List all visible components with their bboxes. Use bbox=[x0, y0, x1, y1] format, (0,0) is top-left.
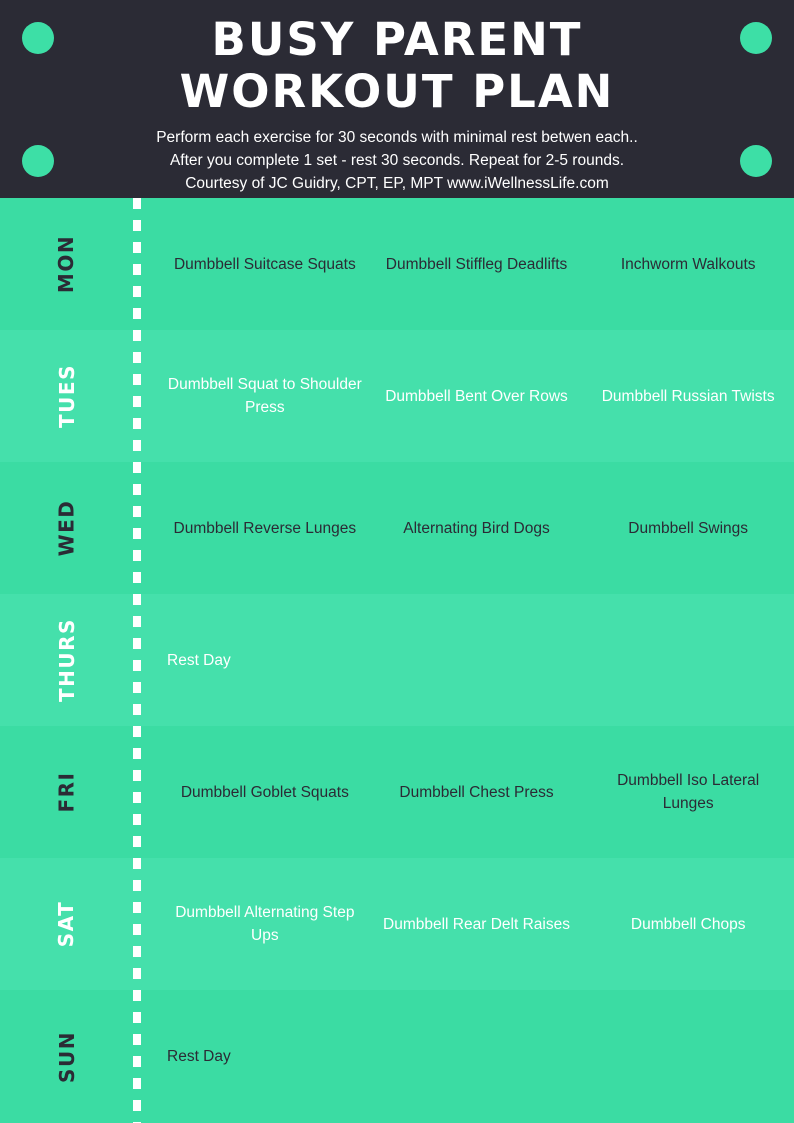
exercise-list-fri bbox=[133, 726, 794, 858]
exercise-item: Inchworm Walkouts bbox=[620, 255, 756, 273]
exercise-item: Alternating Bird Dogs bbox=[403, 519, 550, 537]
day-label-text: TUES bbox=[54, 364, 79, 428]
exercise-item: Dumbbell Iso Lateral Lunges bbox=[617, 772, 760, 812]
day-label-fri bbox=[0, 726, 133, 858]
day-label-tues bbox=[0, 330, 133, 462]
decorative-dot-bottom-right bbox=[740, 145, 772, 177]
schedule-row-tues bbox=[0, 330, 794, 462]
day-label-text: MON bbox=[54, 234, 79, 294]
exercise-list-sat bbox=[133, 858, 794, 990]
weekly-schedule bbox=[0, 198, 794, 1123]
schedule-row-thurs bbox=[0, 594, 794, 726]
exercise-item: Dumbbell Alternating Step Ups bbox=[175, 904, 355, 944]
day-label-text: SUN bbox=[54, 1030, 79, 1083]
exercise-item: Dumbbell Russian Twists bbox=[601, 387, 775, 405]
day-label-text: WED bbox=[54, 499, 79, 557]
page-title bbox=[0, 8, 794, 118]
day-label-wed bbox=[0, 462, 133, 594]
day-label-text: THURS bbox=[54, 618, 79, 702]
exercise-item: Dumbbell Bent Over Rows bbox=[385, 387, 568, 405]
instructions bbox=[0, 118, 794, 195]
page-title-line-1: BUSY PARENT bbox=[211, 13, 583, 66]
schedule-row-sat bbox=[0, 858, 794, 990]
day-label-thurs bbox=[0, 594, 133, 726]
decorative-dot-top-left bbox=[22, 22, 54, 54]
exercise-list-sun bbox=[133, 990, 794, 1123]
exercise-item: Dumbbell Suitcase Squats bbox=[173, 255, 356, 273]
schedule-row-fri bbox=[0, 726, 794, 858]
exercise-list-mon bbox=[133, 198, 794, 330]
exercise-list-wed bbox=[133, 462, 794, 594]
rest-day-label: Rest Day bbox=[167, 651, 231, 669]
decorative-dot-top-right bbox=[740, 22, 772, 54]
dashed-divider bbox=[133, 198, 141, 1123]
exercise-item: Dumbbell Chops bbox=[630, 915, 746, 933]
schedule-row-wed bbox=[0, 462, 794, 594]
exercise-item: Dumbbell Chest Press bbox=[399, 783, 554, 801]
instructions-credit: Courtesy of JC Guidry, CPT, EP, MPT www.iWellnessLife.com bbox=[185, 175, 609, 192]
exercise-item: Dumbbell Swings bbox=[628, 519, 749, 537]
schedule-row-mon bbox=[0, 198, 794, 330]
day-label-text: FRI bbox=[54, 771, 79, 813]
instructions-line-2: After you complete 1 set - rest 30 seconds. Repeat for 2-5 rounds. bbox=[169, 152, 625, 169]
instructions-line-1: Perform each exercise for 30 seconds with minimal rest betwen each.. bbox=[156, 129, 638, 146]
exercise-item: Dumbbell Rear Delt Raises bbox=[383, 915, 570, 933]
day-label-text: SAT bbox=[54, 900, 79, 948]
day-label-mon bbox=[0, 198, 133, 330]
exercise-list-thurs bbox=[133, 594, 794, 726]
exercise-item: Dumbbell Reverse Lunges bbox=[173, 519, 357, 537]
exercise-item: Dumbbell Goblet Squats bbox=[180, 783, 349, 801]
schedule-row-sun bbox=[0, 990, 794, 1123]
poster-header bbox=[0, 0, 794, 198]
day-label-sun bbox=[0, 990, 133, 1123]
page-title-line-2: WORKOUT PLAN bbox=[179, 65, 615, 118]
exercise-list-tues bbox=[133, 330, 794, 462]
decorative-dot-bottom-left bbox=[22, 145, 54, 177]
exercise-item: Dumbbell Stiffleg Deadlifts bbox=[385, 255, 568, 273]
exercise-item: Dumbbell Squat to Shoulder Press bbox=[167, 376, 362, 416]
day-label-sat bbox=[0, 858, 133, 990]
rest-day-label: Rest Day bbox=[167, 1048, 231, 1065]
